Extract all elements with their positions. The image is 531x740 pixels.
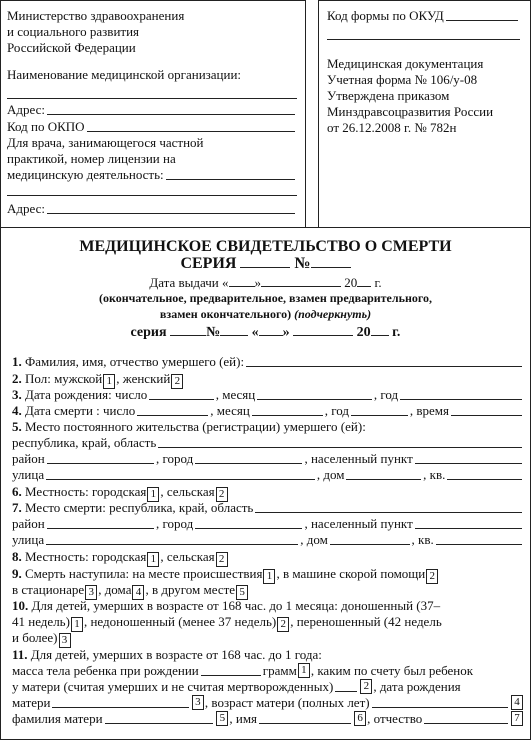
item-8-row <box>12 549 530 567</box>
residence-region-label: республика, край, область <box>12 435 157 450</box>
item-10-number: 10. <box>12 598 29 613</box>
okud-label: Код формы по ОКУД <box>327 8 444 23</box>
death-home-label: , дома <box>98 582 132 597</box>
residence-apt-label: , кв. <box>423 467 446 482</box>
doc-line-2: Учетная форма № 106/у-08 <box>327 72 478 87</box>
post-term-label-2: и более) <box>12 630 58 645</box>
number-field[interactable] <box>311 255 351 268</box>
item-10-row <box>12 598 530 613</box>
birth-order-box[interactable]: 2 <box>360 679 372 694</box>
death-place-district-field[interactable] <box>47 516 154 529</box>
fullname-field[interactable] <box>246 354 522 367</box>
doc-line-4: Минздравсоцразвития России <box>327 104 494 119</box>
birth-year-label: , год <box>373 387 399 402</box>
mother-birthdate-label: , дата рождения <box>373 679 461 694</box>
birth-year-field[interactable] <box>400 387 522 400</box>
item-4-row <box>12 403 524 418</box>
organization-box <box>0 0 306 228</box>
item-2-number: 2. <box>12 371 22 386</box>
death-place-city-label: , город <box>155 516 194 531</box>
sex-male-label: Пол: мужской <box>25 371 103 386</box>
mother-surname-box[interactable]: 5 <box>216 711 228 726</box>
item-1-number: 1. <box>12 354 22 369</box>
series2-row <box>1 323 530 340</box>
residence-city-label: , город <box>155 451 194 466</box>
okud-field[interactable] <box>446 8 518 21</box>
residence-settlement-field[interactable] <box>415 451 522 464</box>
issue-date-row <box>1 274 530 290</box>
death-day-label: Дата смерти : число <box>25 403 136 418</box>
mother-birthdate-field[interactable] <box>52 695 188 708</box>
doctor-text-1: Для врача, занимающегося частной <box>7 135 204 150</box>
certificate-body <box>0 227 531 740</box>
mother-surname-field[interactable] <box>105 711 214 724</box>
address2-row <box>7 201 297 216</box>
death-hospital-box[interactable]: 3 <box>85 585 97 600</box>
residence-urban-label: Местность: городская <box>25 484 147 499</box>
death-year-label: , год <box>324 403 350 418</box>
item-5-row <box>12 419 530 434</box>
doc-line-1: Медицинская документация <box>327 56 484 71</box>
doctor-text-3: медицинскую деятельность: <box>7 167 164 182</box>
date2-year-field[interactable] <box>371 323 389 336</box>
death-place-urban-box[interactable]: 1 <box>147 552 159 567</box>
type-line-2-text: взамен окончательного) <box>159 307 292 321</box>
item-7-row <box>12 500 524 515</box>
type-line-1: (окончательное, предварительное, взамен предварительного, <box>98 291 433 305</box>
sex-male-box[interactable]: 1 <box>103 374 115 389</box>
mother-label: матери <box>12 695 51 710</box>
item-10-label: Для детей, умерших в возрасте от 168 час. до 1 месяца: доношенный (37– <box>31 598 441 613</box>
issue-year-field[interactable] <box>357 274 371 287</box>
item-6-number: 6. <box>12 484 22 499</box>
mother-patronymic-box[interactable]: 7 <box>511 711 523 726</box>
death-ambulance-label: , в машине скорой помощи <box>276 566 426 581</box>
residence-street-row <box>12 467 524 482</box>
death-place-settlement-label: , населенный пункт <box>304 516 413 531</box>
residence-label: Место постоянного жительства (регистрации) умершего (ей): <box>25 419 366 434</box>
item-3-row <box>12 387 524 402</box>
death-place-city-field[interactable] <box>195 516 302 529</box>
mother-name-field[interactable] <box>259 711 351 724</box>
death-place-region-label: Место смерти: республика, край, область <box>25 500 254 515</box>
full-term-label: 41 недель) <box>12 614 70 629</box>
residence-apt-field[interactable] <box>447 467 522 480</box>
item-11-row <box>12 647 530 662</box>
post-term-box[interactable]: 3 <box>59 633 71 648</box>
number2-field[interactable] <box>220 323 248 336</box>
item-11-label: Для детей, умерших в возрасте от 168 час. до 1 года: <box>30 647 322 662</box>
sex-female-label: , женский <box>116 371 171 386</box>
mother-age-label: , возраст матери (полных лет) <box>204 695 370 710</box>
death-ambulance-box[interactable]: 2 <box>426 569 438 584</box>
item-3-number: 3. <box>12 387 22 402</box>
mother-age-box[interactable]: 4 <box>511 695 523 710</box>
series-row <box>1 255 530 273</box>
death-other-place-label: , в другом месте <box>145 582 236 597</box>
residence-house-label: , дом <box>316 467 345 482</box>
gram-label: грамм <box>262 663 297 678</box>
death-other-place-box[interactable]: 5 <box>236 585 248 600</box>
birth-weight-label: масса тела ребенка при рождении <box>12 663 199 678</box>
death-place-district-row <box>12 516 524 531</box>
item-8-number: 8. <box>12 549 22 564</box>
death-place-house-field[interactable] <box>330 532 410 545</box>
mother-name-label: , имя <box>229 711 258 726</box>
death-place-rural-label: , сельская <box>160 549 215 564</box>
item-11-number: 11. <box>12 647 28 662</box>
premature-box[interactable]: 2 <box>277 617 289 632</box>
residence-settlement-label: , населенный пункт <box>304 451 413 466</box>
mother-patronymic-label: , отчество <box>367 711 423 726</box>
birth-month-field[interactable] <box>257 387 372 400</box>
doc-line-3: Утверждена приказом <box>327 88 450 103</box>
residence-street-label: улица <box>12 467 45 482</box>
okpo-row <box>7 119 297 134</box>
ministry-line-2: и социального развития <box>7 24 140 39</box>
item-1-label: Фамилия, имя, отчество умершего (ей): <box>25 354 245 369</box>
type-underline-note: (подчеркнуть) <box>294 307 372 321</box>
birth-weight-row <box>12 663 524 678</box>
death-home-box[interactable]: 4 <box>132 585 144 600</box>
series2-field[interactable] <box>170 323 206 336</box>
okud-row <box>327 8 520 23</box>
org-name-field[interactable] <box>7 98 297 99</box>
birth-order-field[interactable] <box>335 679 357 692</box>
birth-day-field[interactable] <box>149 387 214 400</box>
address-label: Адрес: <box>7 102 45 117</box>
issue-month-field[interactable] <box>261 274 341 287</box>
item-7-number: 7. <box>12 500 22 515</box>
number-label: № <box>294 255 311 272</box>
residence-urban-box[interactable]: 1 <box>147 487 159 502</box>
org-name-label: Наименование медицинской организации: <box>7 67 242 82</box>
ministry-line-3: Российской Федерации <box>7 40 136 55</box>
death-place-district-label: район <box>12 516 45 531</box>
item-5-number: 5. <box>12 419 22 434</box>
residence-district-label: район <box>12 451 45 466</box>
issue-day-field[interactable] <box>229 274 255 287</box>
mother-age-row <box>12 695 524 710</box>
issue-date-label: Дата выдачи « <box>149 275 229 290</box>
form-code-box <box>318 0 531 228</box>
sex-female-box[interactable]: 2 <box>171 374 183 389</box>
death-place-apt-label: , кв. <box>411 532 434 547</box>
address2-label: Адрес: <box>7 201 45 216</box>
death-month-label: , месяц <box>210 403 250 418</box>
death-place-urban-label: Местность: городская <box>25 549 147 564</box>
okud-field-2[interactable] <box>327 39 520 40</box>
okpo-field[interactable] <box>87 119 295 132</box>
residence-house-field[interactable] <box>346 467 421 480</box>
death-at-incident-label: Смерть наступила: на месте происшествия <box>25 566 263 581</box>
issue-g: г. <box>374 275 382 290</box>
birth-weight-field[interactable] <box>201 663 261 676</box>
date2-month-field[interactable] <box>293 323 353 336</box>
type-line-2 <box>1 307 530 322</box>
okpo-label: Код по ОКПО <box>7 119 85 134</box>
mother-patronymic-field[interactable] <box>424 711 508 724</box>
death-place-apt-field[interactable] <box>436 532 522 545</box>
death-at-incident-box[interactable]: 1 <box>263 569 275 584</box>
birth-order-label: , каким по счету был ребенок <box>310 663 474 678</box>
ministry-line-1: Министерство здравоохранения <box>7 8 185 23</box>
item-10-row-3 <box>12 630 530 648</box>
license-field[interactable] <box>166 167 295 180</box>
license-row <box>7 167 297 182</box>
death-place-house-label: , дом <box>300 532 328 547</box>
certificate-title: МЕДИЦИНСКОЕ СВИДЕТЕЛЬСТВО О СМЕРТИ <box>79 238 452 255</box>
residence-region-row <box>12 435 524 450</box>
residence-city-field[interactable] <box>195 451 302 464</box>
item-9-number: 9. <box>12 566 22 581</box>
birth-weight-box[interactable]: 1 <box>298 663 310 678</box>
address2-field[interactable] <box>47 201 295 214</box>
death-place-street-label: улица <box>12 532 45 547</box>
residence-rural-box[interactable]: 2 <box>216 487 228 502</box>
mother-surname-label: фамилия матери <box>12 711 103 726</box>
mother-birthdate-box[interactable]: 3 <box>192 695 204 710</box>
death-place-settlement-field[interactable] <box>415 516 522 529</box>
issue-quote-close: » <box>254 275 262 290</box>
doc-line-5: от 26.12.2008 г. № 782н <box>327 120 457 135</box>
address-field[interactable] <box>47 102 295 115</box>
mother-name-row <box>12 711 524 726</box>
number2-label: № <box>206 325 221 340</box>
birth-order-row <box>12 679 524 694</box>
death-time-label: , время <box>409 403 449 418</box>
mother-name-box[interactable]: 6 <box>354 711 366 726</box>
series2-label: серия <box>130 325 167 340</box>
date2-g: г. <box>392 325 401 340</box>
item-1-row <box>12 354 524 369</box>
residence-district-row <box>12 451 524 466</box>
death-time-field[interactable] <box>451 403 522 416</box>
mother-age-field[interactable] <box>372 695 508 708</box>
death-place-street-row <box>12 532 524 547</box>
birth-month-label: , месяц <box>215 387 256 402</box>
death-place-street-field[interactable] <box>46 532 298 545</box>
date2-day-field[interactable] <box>259 323 283 336</box>
death-year-field[interactable] <box>351 403 408 416</box>
series-label: СЕРИЯ <box>180 255 237 272</box>
address-row <box>7 102 297 117</box>
death-month-field[interactable] <box>252 403 323 416</box>
date2-quote-open: « <box>251 325 259 340</box>
death-place-rural-box[interactable]: 2 <box>216 552 228 567</box>
series-field[interactable] <box>240 255 290 268</box>
doctor-text-2: практикой, номер лицензии на <box>7 151 176 166</box>
death-hospital-label: в стационаре <box>12 582 85 597</box>
residence-rural-label: , сельская <box>160 484 215 499</box>
license-field-2[interactable] <box>7 195 297 196</box>
full-term-box[interactable]: 1 <box>71 617 83 632</box>
death-day-field[interactable] <box>137 403 208 416</box>
item-4-number: 4. <box>12 403 22 418</box>
residence-region-field[interactable] <box>158 435 522 448</box>
birth-day-label: Дата рождения: число <box>25 387 148 402</box>
date2-quote-close: » <box>282 325 290 340</box>
date2-year-prefix: 20 <box>356 325 371 340</box>
premature-label: , недоношенный (менее 37 недель) <box>83 614 277 629</box>
birth-order-label-2: у матери (считая умерших и не считая мертворожденных) <box>12 679 334 694</box>
issue-year-prefix: 20 <box>344 275 358 290</box>
post-term-label: , переношенный (42 недель <box>290 614 442 629</box>
residence-street-field[interactable] <box>46 467 315 480</box>
residence-district-field[interactable] <box>47 451 154 464</box>
death-place-region-field[interactable] <box>255 500 522 513</box>
